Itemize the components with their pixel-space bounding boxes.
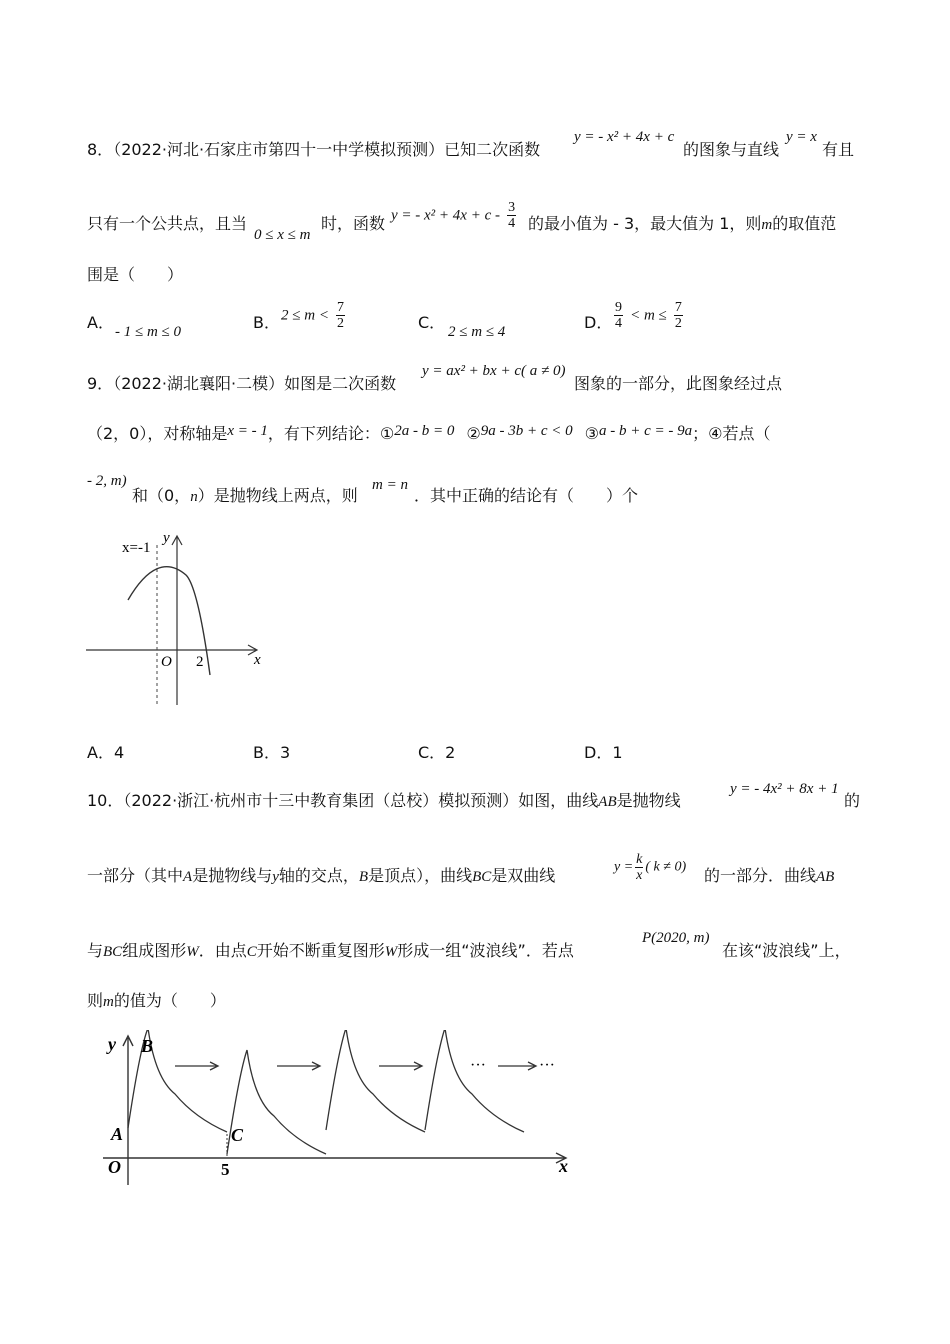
q9-line2: [87, 424, 771, 445]
q10-text: 则: [87, 991, 104, 1010]
q9-text: ，有下列结论：①: [267, 424, 395, 443]
q9-n: n: [190, 489, 198, 505]
q9-two-label: 2: [196, 654, 204, 670]
frac-den: x: [636, 868, 643, 883]
q10-y: y: [272, 869, 279, 885]
frac-den: 4: [615, 316, 622, 331]
q10-text: 在该“波浪线”上，: [722, 941, 851, 960]
q8-option-d-frac1: [614, 300, 623, 331]
q10-AB: AB: [816, 869, 835, 885]
q10-text: 的: [844, 791, 861, 810]
q8-option-b[interactable]: [281, 300, 347, 331]
q10-x-label: x: [559, 1156, 568, 1176]
q10-W: W: [384, 944, 398, 960]
q10-wave-4: [425, 1030, 524, 1132]
q9-number: 9．: [87, 374, 114, 393]
q10-O-label: O: [108, 1157, 121, 1177]
q10-source: （2022·浙江·杭州市十三中教育集团（总校）模拟预测）如图，曲线: [123, 791, 599, 810]
q10-line4: [87, 991, 226, 1012]
q8-text: 时，函数: [321, 214, 386, 233]
q10-m: m: [103, 994, 114, 1010]
q9-option-a[interactable]: A．4: [87, 743, 125, 762]
q8-fraction: [507, 200, 516, 231]
q10-hyp-y: y =: [614, 859, 634, 875]
q9-point: - 2, m): [87, 473, 127, 489]
q8-number: 8．: [87, 140, 114, 159]
q10-func: y = - 4x² + 8x + 1: [730, 781, 839, 797]
q9-text: ③: [584, 424, 599, 443]
q8-func2-expr: y = - x² + 4x + c -: [391, 207, 500, 224]
q10-AB: AB: [598, 794, 617, 810]
q8-option-b-label[interactable]: B．: [253, 313, 280, 332]
q8-option-b-expr: 2 ≤ m <: [281, 307, 329, 324]
q10-text: 是双曲线: [491, 866, 556, 885]
q10-C-label: C: [231, 1125, 244, 1145]
q8-option-a-label[interactable]: A．: [87, 313, 114, 332]
q10-y-label: y: [108, 1034, 116, 1054]
q10-A-label: A: [111, 1124, 124, 1144]
q10-hyp-frac: [635, 852, 643, 883]
q8-source: （2022·河北·石家庄市第四十一中学模拟预测）已知二次函数: [113, 140, 541, 159]
q9-conclusion-2: 9a - 3b + c < 0: [480, 423, 573, 439]
q10-text: 形成一组“波浪线”．若点: [397, 941, 574, 960]
q9-x-label: x: [254, 652, 261, 668]
q10-line3: [87, 941, 574, 962]
q9-text: 图象的一部分，此图象经过点: [574, 374, 783, 393]
q9-text: ．其中正确的结论有（ ）个: [414, 486, 639, 505]
q9-source: （2022·湖北襄阳·二模）如图是二次函数: [113, 374, 397, 393]
q10-wave-graph: [95, 1030, 580, 1190]
q9-option-c[interactable]: C．2: [418, 743, 456, 762]
frac-den: 2: [337, 316, 345, 331]
q8-condition: 0 ≤ x ≤ m: [254, 227, 311, 243]
q10-point-P: [642, 927, 710, 948]
q10-text: 是抛物线与: [192, 866, 273, 885]
q9-text: 和（0，: [132, 486, 191, 505]
q10-wave-3: [326, 1030, 425, 1132]
q10-text: 一部分（其中: [87, 866, 184, 885]
q9-parabola-graph: [80, 525, 280, 710]
q8-line1: [87, 140, 540, 160]
q10-BC: BC: [472, 869, 492, 885]
q10-BC: BC: [103, 944, 123, 960]
q9-equation: m = n: [372, 477, 408, 493]
q8-option-c[interactable]: 2 ≤ m ≤ 4: [448, 324, 506, 340]
frac-den: 2: [674, 316, 682, 331]
q10-B: B: [358, 869, 369, 885]
q9-conclusion-3: a - b + c = - 9a: [598, 423, 693, 439]
q8-text: 有且: [822, 140, 855, 159]
q10-line1: [87, 791, 681, 812]
q8-text: 的最小值为 - 3，最大值为 1，则: [528, 214, 762, 233]
q10-five-label: 5: [221, 1160, 230, 1179]
q10-text: 的一部分．曲线: [704, 866, 817, 885]
q8-option-a[interactable]: - 1 ≤ m ≤ 0: [115, 324, 182, 340]
q9-line1: [87, 374, 396, 394]
q8-frac-den: 4: [508, 216, 516, 231]
q8-option-d-expr: < m ≤: [630, 307, 667, 324]
q9-text: （2，0），对称轴是: [87, 424, 228, 443]
q8-line-eq: y = x: [786, 129, 817, 145]
q10-text: 轴的交点，: [278, 866, 359, 885]
q10-dots-1: ···: [470, 1057, 486, 1074]
q8-text: 的图象与直线: [683, 140, 780, 159]
q8-option-c-label[interactable]: C．: [418, 313, 446, 332]
q9-func: y = ax² + bx + c( a ≠ 0): [422, 363, 566, 379]
q8-text: 只有一个公共点，且当: [87, 214, 248, 233]
q8-func2: [391, 200, 518, 231]
frac-num: 7: [674, 300, 682, 315]
q10-P-coords: (2020, m): [651, 930, 710, 946]
q9-conclusion-1: 2a - b = 0: [394, 423, 455, 439]
q10-text: 开始不断重复图形: [256, 941, 385, 960]
q10-text: 是抛物线: [616, 791, 681, 810]
q9-axis: x = - 1: [227, 423, 268, 439]
q10-text: ．由点: [198, 941, 247, 960]
frac-num: 9: [615, 300, 622, 315]
q8-option-b-frac: [336, 300, 345, 331]
q9-text: ）是抛物线上两点，则: [197, 486, 358, 505]
q10-dots-2: ···: [539, 1057, 555, 1074]
q10-hyperbola: [614, 852, 686, 883]
q8-func1: y = - x² + 4x + c: [574, 129, 675, 145]
q10-W: W: [186, 944, 199, 960]
q10-C: C: [246, 944, 257, 960]
q10-text: 是顶点），曲线: [368, 866, 473, 885]
q10-hyp-cond: ( k ≠ 0): [645, 859, 687, 875]
frac-num: 7: [337, 300, 345, 315]
q8-m: m: [761, 217, 773, 233]
q8-option-d[interactable]: [612, 300, 685, 331]
q10-text: 与: [87, 941, 104, 960]
q10-P: P: [642, 930, 652, 946]
q9-y-label: y: [163, 530, 170, 546]
q10-A: A: [183, 869, 193, 885]
q8-option-d-frac2: [674, 300, 683, 331]
q9-origin-label: O: [161, 654, 172, 670]
q10-text: 的值为（ ）: [113, 991, 226, 1010]
q9-option-b[interactable]: B．3: [253, 743, 291, 762]
q8-text: 围是（ ）: [87, 265, 184, 284]
q9-text: ②: [466, 424, 481, 443]
q8-frac-num: 3: [508, 200, 516, 215]
q10-number: 10．: [87, 791, 124, 810]
q9-text: ；④若点（: [692, 424, 771, 443]
q8-option-d-label[interactable]: D．: [584, 313, 613, 332]
q10-B-label: B: [141, 1036, 154, 1056]
q10-text: 组成图形: [122, 941, 187, 960]
frac-num: k: [636, 852, 643, 867]
q10-line2-tail: [704, 866, 834, 887]
q8-text: 的取值范: [772, 214, 837, 233]
q10-line2: [87, 866, 555, 887]
q9-axis-label: x=-1: [122, 540, 151, 556]
q9-option-d[interactable]: D．1: [584, 743, 623, 762]
q9-line3: [132, 486, 358, 507]
q8-line2-tail: [528, 214, 836, 235]
